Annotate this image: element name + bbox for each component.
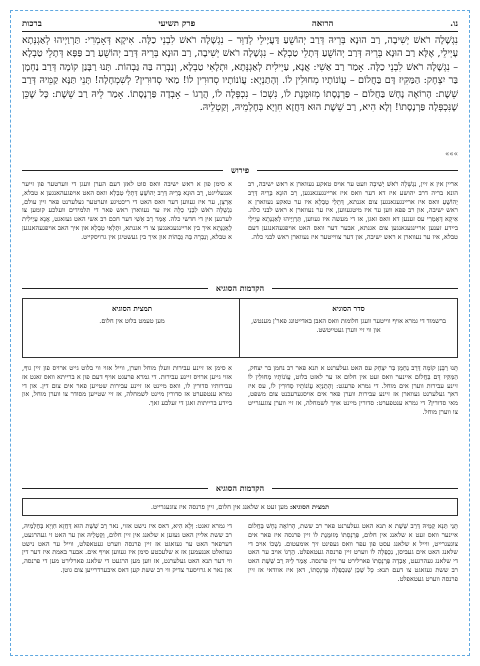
seder-hasugya-body: ברשמוד די גמרא אויף ווייטער וועגן חלומות וואס האבן באדייטונג פאר'ן מענטש, און ווי זיי ווערן געטייטשט. [251, 317, 446, 334]
section3-right-column: תָּנֵי תַּנָּא קַמֵּיהּ דְּרַב שֵׁשֶׁת א תנא האט געלערנט פאר רב ששת, הָרוֹאֶה נָחָשׁ בַּחֲלוֹם איינער וואס זעט א שלאנג אין חלום, פַּרְנָסָתוֹ מְזוּמֶּנֶת לוֹ זיין פרנסה איז פאר אים צוגעגרייט, ווייל א שלאנג עסט פון עפר וואס געפינט זיך אומעטום. נִשְׁכוֹ אויב די שלאנג האט אים געביסן, נִכְפְּלָה לוֹ ווערט זיין פרנסה געטאפלט. הֲרָגוֹ אויב ער האט די שלאנג געהרגעט, אָבְדָה פַּרְנָסָתוֹ פארלירט ער זיין פרנסה. אָמַר לֵיהּ רַב שֵׁשֶׁת האט רב ששת געזאגט צו דעם תנא: כָּל שֶׁכֵּן שֶׁנִּכְפְּלָה פַּרְנָסָתוֹ, דאן איז אוודאי אז זיין פרנסה ווערט געטאפלט. [248, 522, 458, 583]
chapter-name: הרואה [311, 18, 334, 29]
summary-text: מען זעט א שלאנג אין חלום, זיין פרנסה איז צוגעגרייט. [150, 503, 288, 511]
page-header [22, 16, 458, 30]
hakdama-heading-2 [22, 482, 458, 494]
hakdama-title-2: הקדמות הסוגיא [215, 483, 265, 493]
section3-left-column: די גמרא זאגט: וְלָא הִיא, דאס איז נישט אזוי, נאר רַב שֵׁשֶׁת הוּא דַּחֲזָא חִוְיָא בְּחֶלְמֵיהּ, רב ששת אליין האט געזען א שלאנג אין זיין חלום, וְקַטְלֵיהּ און ער האט זי געהרגעט, דערפאר האט ער געזאגט אז זיין פרנסה ווערט געטאפלט, ווייל ער האט נישט געוואלט אננעמען אז א שלעכטע סימן איז געווען אויף אים. אבער באמת איז דער דין ווי דער תנא האט געלערנט, אז ווען מען הרגעט די שלאנג פארלירט מען די פרנסה, און נאר א גרויסער צדיק ווי רב ששת קען דאס איבערדרייען צום גוטן. [22, 522, 232, 574]
hakdama-heading-1 [22, 282, 458, 294]
seder-hasugya-cell [239, 299, 457, 357]
end-mark: ««« [445, 150, 458, 158]
seder-hasugya-title: סדר הסוגיא [332, 304, 365, 313]
tamtzis-hasugya-title: תמצית הסוגיא [111, 304, 153, 313]
header-rule [22, 31, 458, 32]
perush-heading [22, 164, 458, 176]
sugya-box [22, 298, 458, 358]
summary-box [22, 498, 458, 516]
tractate-name: ברכות [22, 18, 42, 29]
gemara-main-text: נִגְשָׁלָה רֹאשׁ יְשִׁיבָה, רַב הוּנָא בְּרֵיהּ דְּרַב יְהוֹשֻׁעַ דַּעֲיָילֵי לְדַוֵּר – נִגְשָׁלָה רֹאשׁ לִבְנֵי כַלָּה. אִיקָא דְּאָמְרִי: תַּרְוַיְיהוּ לְאַגְנְּתָא עָיְילֵי, אֶלָּא רַב הוּנָא בְּרֵיהּ דְּרַב יְהוֹשֻׁעַ דְּתָלֵי טַבְלָא – נִגְשָׁלָה רֹאשׁ יְשִׁיבָה, רַב הוּנָא בְּרֵיהּ דְּרַב יְהוֹשֻׁעַ רַב פַּפָּא דְּתָלֵי טַבְלָא – נִגְשָׁלָה רֹאשׁ לִבְנֵי כַלָּה. אָמַר רַב אַשִׁי: אֲנָא, עַיְילִית לְאַגְנְּתָא, וּתְלָאִי טַבְלָא, וְנַבְרָה בַּה גַּבְהוֹת. תָּנוּ רַבָּנַן קוֹמָה דְּרַב נַחְמָן בַּר יִצְחָק: הַמַּקִּיז דָּם בַּחֲלוֹם – עֲוֹנוֹתָיו מְחוּלִין לוֹ. וְהָתַנְיָא: עֲוֹנוֹתָיו סְדוּרִין לוֹ! מַאי סְדוּרִין? לְשִׁמְחָלָה! תָּנֵי תַּנָּא קַמֵּיהּ דְּרַב שֵׁשֶׁת: הָרוֹאֶה נָחָשׁ בַּחֲלוֹם – פַּרְנָסָתוֹ מְזוּמֶּנֶת לוֹ, נִשְׁכוֹ – נִכְפְּלָה לוֹ, הֲרָגוֹ – אָבְדָה פַּרְנָסָתוֹ. אָמַר לֵיהּ רַב שֵׁשֶׁת: כָּל שֶׁכֵּן שֶׁנִּכְפְּלָה פַּרְנָסָתוֹ! וְלָא הִיא, רַב שֵׁשֶׁת הוּא דַּחֲזָא חִוְיָא בְּחֶלְמֵיהּ, וְקַטְלֵיהּ. [22, 35, 458, 114]
tamtzis-hasugya-cell [23, 299, 241, 357]
perek-label: פרק תשיעי [158, 18, 196, 29]
perush-title: פירוש [230, 165, 250, 175]
page-number: נו. [450, 18, 458, 29]
section2-left-column: א סימן אז זיינע עבירות וועלן מוחל ווערן, ווייל אזוי ווי בלוט גייט ארויס פון זיין גוף, אזוי גייען ארויס זיינע עבירות. די גמרא פרעגט אויף דעם פון א ברייתא וואס זאגט אז עבירותיו סדורין לו, וואס מיינט אז זיינע עבירות שטייען פאר אים צום דין. און די גמרא ענטפערט אז סדורין מיינט לשמחלה, אז זיי שטייען מסודר צו ווערן מוחל, און ביידע ברייתות זאגן די זעלבע זאך. [22, 364, 232, 408]
perush-left-column: א סימן פון א ראש ישיבה וואס סוט לאזן דעם הערן וועגן די ווערטער פון זייער אנגעלייגט, רַב הוּנָא בְּרֵיהּ דְּרַב יְהוֹשֻׁעַ דְּתָלֵי טַבְלָא וואס האט אויפגעהאנגען א טבלא, אַרְצָן, ער איז געווען דער וואס האט די ריכטיגע ווערטער געלערנט פאר זיין עולם, נִגְשָׁלָה רֹאשׁ לִבְנֵי כַלָּה איז ער נעווארן ראש פאר די תלמידים וועלכע קומען צו לערנען אין די חדשי כלה. אָמַר רַב אַשִׁי דער חכם רב אשי האט געזאגט, אֲנָא עַיְילִית לְאַגְנְּתָא איך בין אריינגעגאנגען צו די אגנתא, וּתְלָאִי טַבְלָא און איך האב אויפגעהאנגען א טבלא, וְנַבְרָה בַּה גַּבְהוֹת און איך בין געשטיגן אין גרויסקייט. [22, 180, 232, 241]
tamtzis-hasugya-body: מען טעמט בלוט אין חלום. [99, 317, 165, 325]
section2-right-column: תָּנוּ רַבָּנַן קוֹמָה דְּרַב נַחְמָן בַּר יִצְחָק עס האט געלערנט א תנא פאר רב נחמן בר יצחק, הַמַּקִּיז דָּם בַּחֲלוֹם איינער וואס זעט אין חלום אז ער לאזט בלוט, עֲוֹנוֹתָיו מְחוּלִין לוֹ זיינע עבירות ווערן אים מוחל. די גמרא פרעגט: וְהָתַנְיָא עֲוֹנוֹתָיו סְדוּרִין לוֹ, עס איז דאך געלערנט געווארן אז זיינע עבירות ווערן פאר אים אויסגערעכנט צום משפט, מאי סדורין? די גמרא ענטפערט: סדורין מיינט אויך לשמחלה, אז זיי ווערן צוגעגרייט צו ווערן מוחל. [248, 364, 458, 416]
hakdama-title-1: הקדמות הסוגיא [215, 283, 265, 293]
summary-label: תמצית הסוגיא: [289, 503, 330, 511]
perush-right-column: אריין אין א זיין, נִגְשָׁלָה רֹאשׁ יְשִׁיבָה וועט ער אויס טאקע נעווארן א ראש ישיבה, רב הונא בריה דרב יהושע איז דא דער וואס איז אריינגעגאנגען, רַב הוּנָא בְּרֵיהּ דְּרַב יְהוֹשֻׁעַ וואס איז אריינגעגאנגען צום אגנתא, דְּתָלֵי טַבְלָא איז ער טאקע נעווארן א ראש ישיבה, און רב פפא ווען ער איז מיטגעווען, איז ער נעווארן א ראש לבני כלה. אִיקָא דְּאָמְרִי עס זענען דא וואס זאגן, אז די מעשה איז געווען, תַּרְוַיְיהוּ לְאַגְנְּתָא עָיְילֵי ביידע זענען אריינגעגאנגען צום אגנתא, אבער דער וואס האט אויפגעהאנגען דעם טבלא, איז ער נעווארן א ראש ישיבה, און דער צווייטער איז נעווארן ראש לבני כלה. [248, 180, 458, 241]
